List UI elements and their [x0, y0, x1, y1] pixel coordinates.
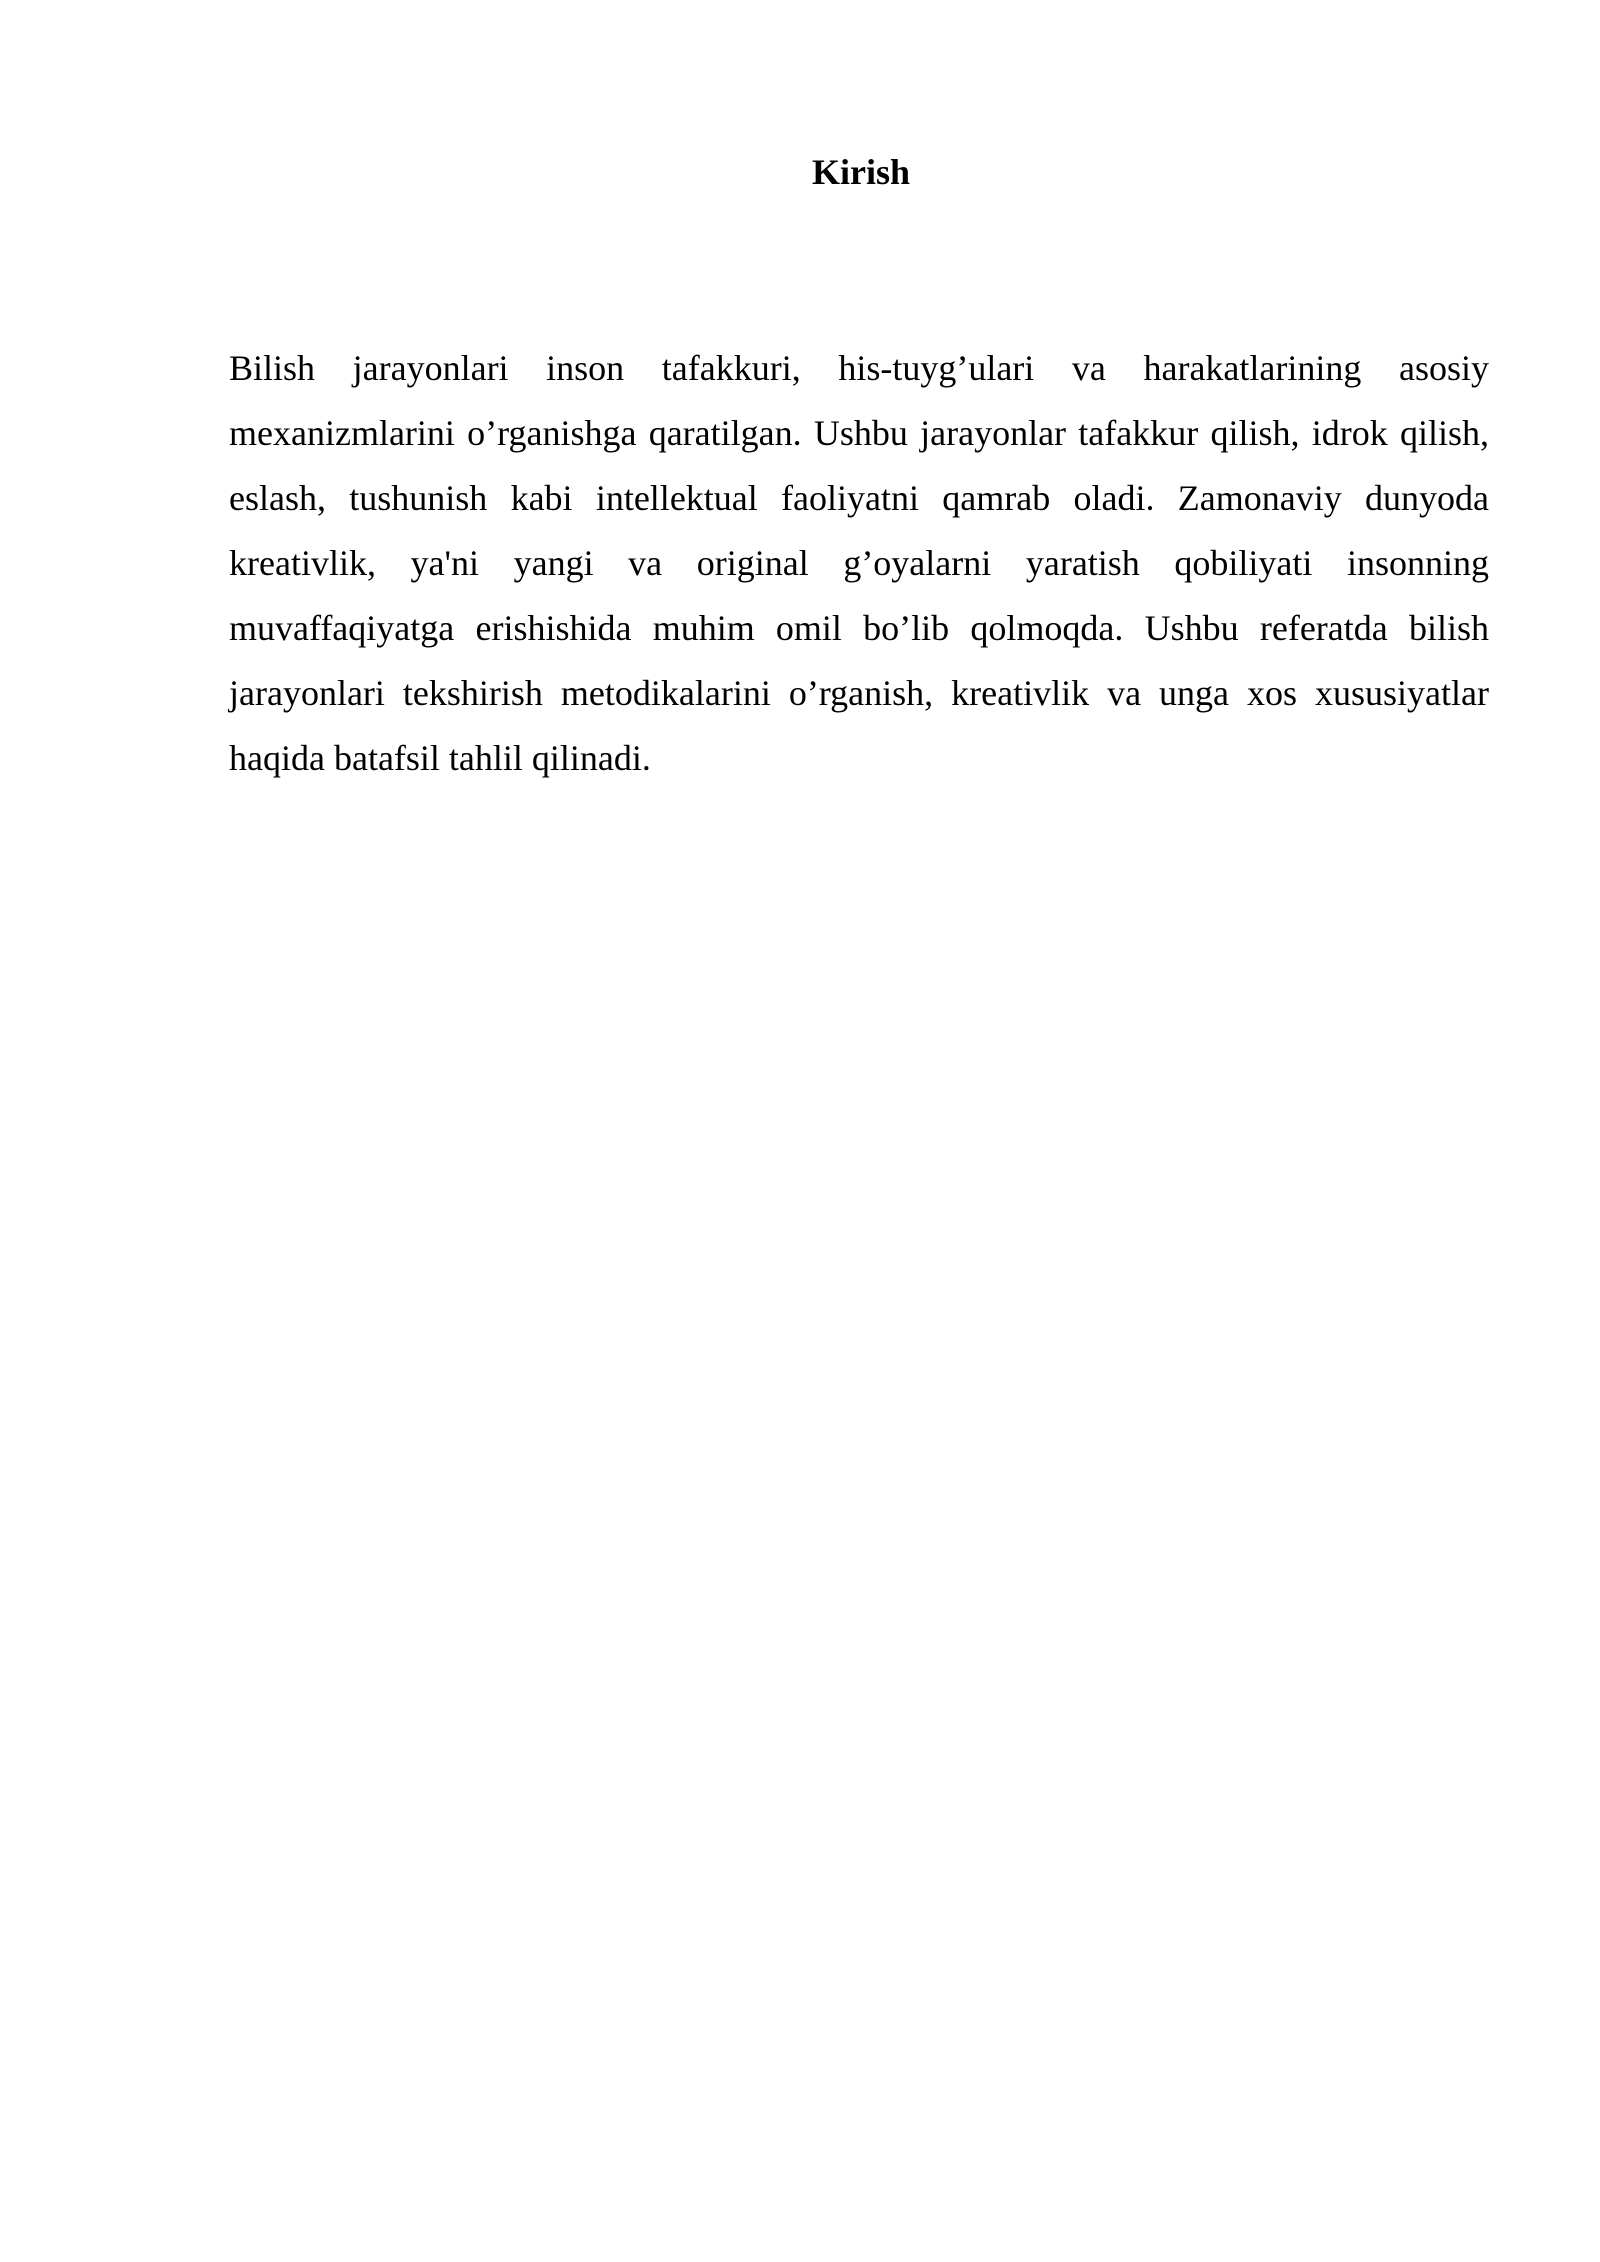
intro-paragraph: Bilish jarayonlari inson tafakkuri, his-tuyg’ulari va harakatlarining asosiy mexanizmlarini o’rganishga qaratilgan. Ushbu jarayonlar tafakkur qilish, idrok qilish, eslash, tushunish kabi intellektual faoliyatni qamrab oladi. Zamonaviy dunyoda kreativlik, ya'ni yangi va original g’oyalarni yaratish qobiliyati insonning muvaffaqiyatga erishishida muhim omil bo’lib qolmoqda. Ushbu referatda bilish jarayonlari tekshirish metodikalarini o’rganish, kreativlik va unga xos xususiyatlar haqida batafsil tahlil qilinadi.: [229, 348, 1489, 778]
section-title: Kirish: [811, 152, 910, 192]
